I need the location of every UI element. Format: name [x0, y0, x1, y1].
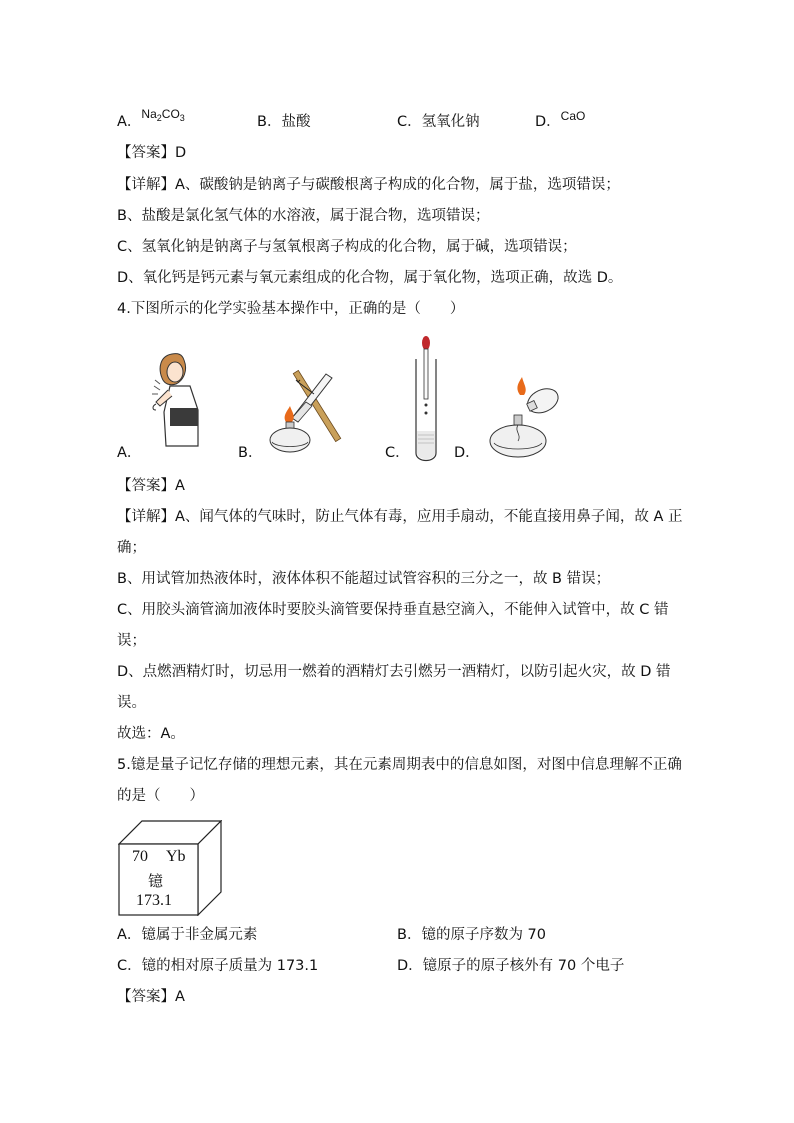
q4-detail-line: 误；	[117, 633, 146, 649]
q4-detail-line: C、用胶头滴管滴加液体时要胶头滴管要保持垂直悬空滴入，不能伸入试管中，故 C 错	[117, 602, 669, 618]
dropper-bulb	[422, 336, 430, 350]
q4-detail-line: B、用试管加热液体时，液体体积不能超过试管容积的三分之一，故 B 错误；	[117, 571, 611, 587]
option-text: 盐酸	[281, 114, 311, 130]
flame-icon	[285, 406, 294, 422]
q3-option-a	[117, 107, 185, 136]
q4-detail-line: 确；	[117, 540, 146, 556]
atomic-number: 70	[132, 848, 148, 865]
q3-option-b	[257, 112, 310, 132]
dropper-test-tube-figure	[412, 335, 440, 467]
q3-answer: 【答案】D	[117, 145, 187, 161]
q4-option-d-label: D．	[454, 445, 480, 461]
q3-option-d	[535, 109, 586, 132]
q3-option-c	[397, 112, 480, 132]
q5-stem: 5.镱是量子记忆存储的理想元素，其在元素周期表中的信息如图，对图中信息理解不正确	[117, 757, 682, 773]
q5-option-c: C．镱的相对原子质量为 173.1	[117, 958, 319, 974]
q3-detail-line: D、氧化钙是钙元素与氧元素组成的化合物，属于氧化物，选项正确，故选 D。	[117, 270, 623, 286]
q3-detail-line: C、氢氧化钠是钠离子与氢氧根离子构成的化合物，属于碱，选项错误；	[117, 239, 577, 255]
option-letter: D．	[535, 114, 561, 130]
q3-detail-line: 【详解】A、碳酸钠是钠离子与碳酸根离子构成的化合物，属于盐，选项错误；	[117, 177, 620, 193]
q4-option-c-label: C．	[385, 445, 410, 461]
option-text: 氢氧化钠	[421, 114, 480, 130]
option-letter: A．	[117, 114, 142, 130]
heating-test-tube-figure	[258, 362, 358, 458]
flame-icon	[517, 377, 525, 395]
dropper	[424, 349, 428, 399]
q4-detail-line: D、点燃酒精灯时，切忌用一燃着的酒精灯去引燃另一酒精灯，以防引起火灾，故 D 错	[117, 664, 671, 680]
q4-detail-line: 【详解】A、闻气体的气味时，防止气体有毒，应用手扇动，不能直接用鼻子闻，故 A 正	[117, 509, 683, 525]
q5-option-b: B．镱的原子序数为 70	[397, 927, 547, 943]
q4-detail-line: 故选：A。	[117, 726, 185, 742]
alcohol-lamp	[270, 428, 310, 452]
q4-answer: 【答案】A	[117, 478, 185, 494]
tilted-alcohol-lamp	[524, 384, 562, 417]
q4-option-b-label: B．	[238, 445, 263, 461]
q5-option-a: A．镱属于非金属元素	[117, 927, 258, 943]
q4-option-a-label: A．	[117, 445, 142, 461]
q3-detail-line: B、盐酸是氯化氢气体的水溶液，属于混合物，选项错误；	[117, 208, 490, 224]
element-card-yb	[118, 820, 222, 916]
element-name: 镱	[148, 872, 164, 890]
option-letter: B．	[257, 114, 282, 130]
element-symbol: Yb	[166, 848, 186, 865]
q4-stem: 4.下图所示的化学实验基本操作中，正确的是（ ）	[117, 301, 465, 317]
q5-stem: 的是（ ）	[117, 788, 204, 804]
option-letter: C．	[397, 114, 422, 130]
q4-detail-line: 误。	[117, 695, 146, 711]
wafting-smell-figure	[150, 350, 212, 450]
chemical-formula: Na2CO3	[141, 107, 185, 123]
q5-option-d: D．镱原子的原子核外有 70 个电子	[397, 958, 625, 974]
q5-answer: 【答案】A	[117, 989, 185, 1005]
lamp-lighting-figure	[484, 375, 564, 461]
option-text: CaO	[560, 109, 586, 123]
atomic-mass: 173.1	[136, 892, 172, 909]
